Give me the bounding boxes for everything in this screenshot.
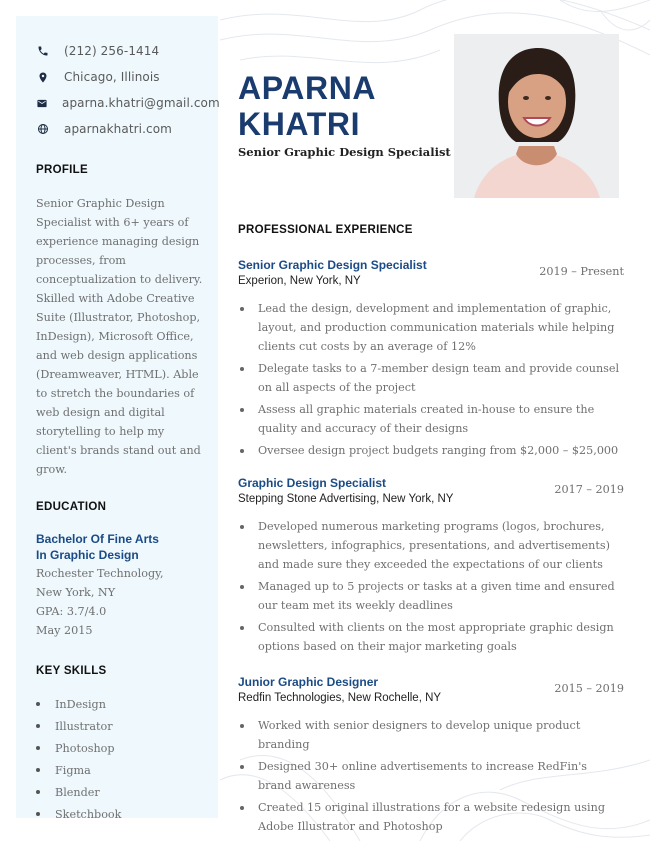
degree-line-2: In Graphic Design [36, 548, 139, 562]
job-dates: 2015 – 2019 [554, 682, 624, 695]
bullet-icon [36, 724, 40, 728]
job-bullets [238, 517, 624, 656]
list-item: Blender [36, 781, 218, 803]
education-gpa: GPA: 3.7/4.0 [36, 605, 107, 618]
contact-email [36, 90, 218, 116]
experience-heading: PROFESSIONAL EXPERIENCE [238, 224, 413, 236]
list-item: InDesign [36, 693, 218, 715]
list-item: Assess all graphic materials created in-house to ensure the quality and accuracy of their designs [238, 400, 624, 438]
contact-location [36, 64, 218, 90]
candidate-name [238, 70, 376, 142]
education-heading: EDUCATION [36, 501, 107, 513]
education-date: May 2015 [36, 624, 93, 637]
bullet-icon [36, 812, 40, 816]
list-item: Created 15 original illustrations for a website redesign using Adobe Illustrator and Photoshop [238, 798, 624, 836]
website-link[interactable]: aparnakhatri.com [64, 122, 172, 136]
contact-phone [36, 38, 218, 64]
education-school: Rochester Technology, [36, 567, 164, 580]
job-company: Experion, New York, NY [238, 275, 361, 287]
education-city: New York, NY [36, 586, 116, 599]
profile-text: Senior Graphic Design Specialist with 6+ years of experience managing design processes, from conceptualization to delivery. Skilled with Adobe Creative Suite (Illustrator, Photoshop, InDesign), Microsoft Office, and web design applications (Dreamweaver, HTML). Able to stretch the boundaries of web design and digital storytelling to help my client's brands stand out and grow. [36, 197, 203, 476]
location-text: Chicago, Illinois [64, 70, 160, 84]
location-pin-icon [36, 70, 50, 84]
email-icon [36, 96, 48, 110]
skills-heading: KEY SKILLS [36, 665, 107, 677]
profile-heading: PROFILE [36, 164, 88, 176]
list-item: Oversee design project budgets ranging from $2,000 – $25,000 [238, 441, 624, 460]
education-degree [36, 531, 218, 563]
list-item: Consulted with clients on the most appropriate graphic design options based on their major marketing goals [238, 618, 624, 656]
contact-website [36, 116, 218, 142]
list-item: Developed numerous marketing programs (logos, brochures, newsletters, infographics, presentations, and advertisements) and made sure they exceeded the expectations of our clients [238, 517, 624, 574]
list-item: Figma [36, 759, 218, 781]
list-item: Managed up to 5 projects or tasks at a given time and ensured our team met its weekly deadlines [238, 577, 624, 615]
phone-icon [36, 44, 50, 58]
candidate-title: Senior Graphic Design Specialist [238, 145, 451, 159]
job-company: Stepping Stone Advertising, New York, NY [238, 493, 454, 505]
list-item: Delegate tasks to a 7-member design team and provide counsel on all aspects of the project [238, 359, 624, 397]
job-company: Redfin Technologies, New Rochelle, NY [238, 692, 442, 704]
sidebar [16, 16, 220, 821]
skills-list [36, 693, 218, 825]
job-bullets [238, 716, 624, 836]
list-item: Illustrator [36, 715, 218, 737]
list-item: Sketchbook [36, 803, 218, 825]
job-dates: 2019 – Present [539, 265, 624, 278]
job-title: Graphic Design Specialist [238, 476, 387, 490]
job-entry [238, 257, 624, 463]
job-bullets [238, 299, 624, 460]
job-entry [238, 674, 624, 839]
globe-icon [36, 122, 50, 136]
phone-number[interactable]: (212) 256-1414 [64, 44, 160, 58]
degree-line-1: Bachelor Of Fine Arts [36, 532, 159, 546]
list-item: Lead the design, development and implementation of graphic, layout, and production communication materials while helping clients cut costs by an average of 12% [238, 299, 624, 356]
profile-photo [454, 34, 619, 198]
first-name: APARNA [238, 70, 377, 106]
bullet-icon [36, 768, 40, 772]
bullet-icon [36, 790, 40, 794]
bullet-icon [36, 702, 40, 706]
list-item: Worked with senior designers to develop unique product branding [238, 716, 624, 754]
email-link[interactable]: aparna.khatri@gmail.com [62, 96, 220, 110]
job-title: Junior Graphic Designer [238, 675, 379, 689]
last-name: KHATRI [238, 106, 361, 142]
list-item: Photoshop [36, 737, 218, 759]
job-title: Senior Graphic Design Specialist [238, 258, 427, 272]
job-entry [238, 475, 624, 659]
job-dates: 2017 – 2019 [554, 483, 624, 496]
list-item: Designed 30+ online advertisements to increase RedFin's brand awareness [238, 757, 624, 795]
bullet-icon [36, 746, 40, 750]
